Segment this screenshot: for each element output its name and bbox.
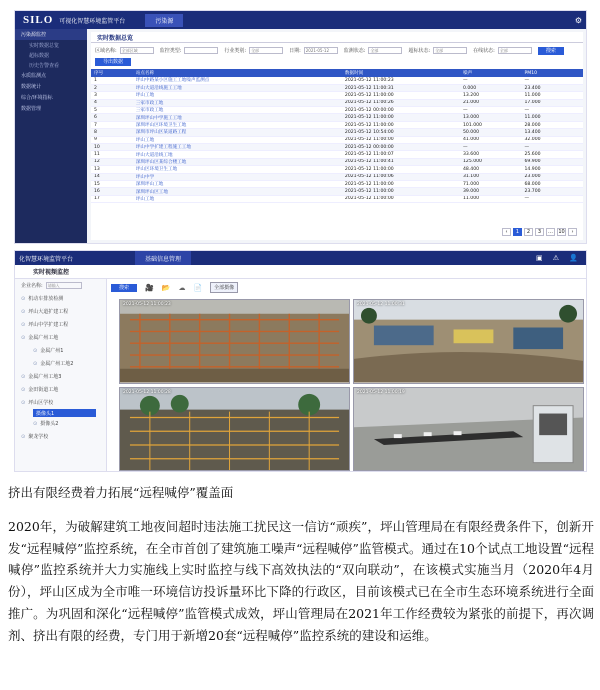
- table-row[interactable]: [91, 166, 583, 173]
- top-bar: [15, 251, 586, 265]
- table-cell: 2021-05-12 10:54:00: [342, 129, 460, 136]
- column-header: 站点名称: [133, 69, 342, 77]
- site-name-link[interactable]: 坪山区环境卫生工地: [133, 166, 342, 173]
- app-title: 可视化智慧环境监管平台: [59, 17, 126, 25]
- tree-search: [15, 279, 106, 292]
- table-cell: 3: [91, 92, 133, 99]
- column-header: 序号: [91, 69, 133, 77]
- main-panel: [91, 32, 583, 240]
- table-cell: 1: [91, 77, 133, 84]
- site-name-link[interactable]: 坪山中学扩建工程施工工地: [133, 144, 342, 151]
- site-name-link[interactable]: 坪山工地: [133, 92, 342, 99]
- table-cell: —: [521, 144, 583, 151]
- camera-timestamp: 2021-05-12 11:00:23: [123, 302, 171, 307]
- camera-feed[interactable]: [119, 299, 350, 384]
- camera-feed[interactable]: [353, 387, 584, 472]
- table-cell: 15: [91, 180, 133, 187]
- table-cell: 125.000: [460, 158, 522, 165]
- sidebar-item[interactable]: 水质监测点: [21, 73, 47, 79]
- table-cell: 2021-05-12 11:00:41: [342, 158, 460, 165]
- table-cell: 2021-05-12 11:00:00: [342, 121, 460, 128]
- node-icon: ⊙: [21, 308, 26, 315]
- camera-icon[interactable]: 🎥: [145, 283, 154, 292]
- table-cell: 31.100: [460, 173, 522, 180]
- table-cell: 12: [91, 158, 133, 165]
- table-cell: 39.000: [460, 188, 522, 195]
- table-cell: 32.000: [521, 136, 583, 143]
- node-icon: ⊙: [21, 373, 26, 380]
- table-cell: 101.000: [460, 121, 522, 128]
- node-icon: ⊙: [33, 360, 38, 367]
- construction-site-image: [120, 388, 349, 471]
- table-cell: 13: [91, 166, 133, 173]
- site-name-link[interactable]: 深圳市坪山区某道路工程: [133, 129, 342, 136]
- tree-node-label: 坪山区学校: [28, 400, 54, 406]
- gear-icon[interactable]: ⚙: [574, 15, 582, 25]
- table-cell: 71.000: [460, 180, 522, 187]
- pagination: [502, 228, 577, 236]
- article-paragraph: 2020年，为破解建筑工地夜间超时违法施工扰民这一信访“顽疾”，坪山管理局在有限经费条件下，创新开发“远程喊停”监控系统，在全市首创了建筑施工噪声“远程喊停”监管模式。通过在10个试点工地设置“远程喊停”监控系统并大力实施线上实时监控与线下高效执法的“双向联动”，在该模式实施当月（2020年4月份），坪山区成为全市唯一环境信访投诉量环比下降的行政区，目前该模式已在全市生态环境系统进行全面推广。为巩固和深化“远程喊停”监管模式成效，坪山管理局在2021年工作经费较为紧张的前提下，再次调剂、挤出有限的经费，专门用于新增20套“远程喊停”监控系统的建设和运维。: [8, 519, 594, 643]
- document-icon[interactable]: 📄: [193, 283, 203, 292]
- table-cell: 33.600: [460, 151, 522, 158]
- site-name-link[interactable]: 深圳坪山区环境卫生工地: [133, 121, 342, 128]
- table-cell: 2021-05-12 00:00:00: [342, 107, 460, 114]
- tree-node-label: 机动车排放检测: [28, 296, 64, 302]
- table-cell: —: [460, 144, 522, 151]
- camera-timestamp: 2021-05-12 11:00:19: [357, 389, 405, 395]
- site-tree: [15, 279, 107, 471]
- sidebar-item[interactable]: 数据管理: [21, 106, 42, 112]
- table-row[interactable]: [91, 180, 583, 187]
- table-row[interactable]: [91, 121, 583, 128]
- filter-input[interactable]: 全部区域: [120, 47, 154, 54]
- node-icon: ⊙: [21, 334, 26, 341]
- table-row[interactable]: [91, 84, 583, 91]
- filter-select[interactable]: 全部: [249, 47, 283, 54]
- table-cell: 7: [91, 121, 133, 128]
- node-icon: ⊙: [21, 399, 26, 406]
- sidebar-subitem[interactable]: 历史告警查看: [29, 62, 60, 69]
- filter-label: 监控类型:: [159, 48, 182, 54]
- table-cell: 11: [91, 151, 133, 158]
- tree-node[interactable]: [15, 344, 106, 357]
- tree-node[interactable]: [15, 357, 106, 370]
- table-cell: 0.000: [460, 84, 522, 91]
- filter-label: 行业类别:: [224, 48, 247, 54]
- sidebar-item-pollution[interactable]: 污染源监控: [15, 29, 87, 40]
- page-button[interactable]: ‹: [502, 228, 511, 236]
- site-name-link[interactable]: 坪山大道沿线工地: [133, 151, 342, 158]
- table-cell: 2: [91, 84, 133, 91]
- sidebar-item[interactable]: 数据统计: [21, 84, 42, 90]
- tree-node-label: 摄像头1: [36, 410, 55, 417]
- sidebar-subitem[interactable]: 实时数据总览: [29, 42, 60, 49]
- table-cell: 16: [91, 188, 133, 195]
- table-cell: 11.000: [460, 195, 522, 202]
- node-icon: ⊙: [21, 433, 26, 440]
- tree-node[interactable]: [15, 318, 106, 331]
- table-cell: 2021-05-12 11:00:07: [342, 151, 460, 158]
- table-cell: 2021-05-12 11:00:00: [342, 114, 460, 121]
- filter-label: 区域名称:: [95, 48, 117, 54]
- table-row[interactable]: [91, 99, 583, 106]
- tree-node-label: 坪山中学扩建工程: [28, 322, 69, 328]
- node-icon: ⊙: [21, 295, 26, 302]
- page-button[interactable]: 3: [535, 228, 544, 236]
- table-cell: 2021-05-12 11:00:31: [342, 84, 460, 91]
- site-name-link[interactable]: 三家市政工地: [133, 107, 342, 114]
- site-name-link[interactable]: 坪山中路某小区施工工地噪声监测点: [133, 77, 342, 84]
- page-button[interactable]: ›: [568, 228, 577, 236]
- camera-feed[interactable]: [119, 387, 350, 472]
- table-cell: 6: [91, 114, 133, 121]
- top-icons[interactable]: ▣ ⚠ 👤: [535, 254, 582, 262]
- table-cell: 13.200: [460, 92, 522, 99]
- table-cell: 14: [91, 173, 133, 180]
- tree-node-label: 坪山大道扩建工程: [28, 309, 69, 315]
- table-row[interactable]: [91, 151, 583, 158]
- node-icon: ⊙: [21, 386, 26, 393]
- site-name-link[interactable]: 深圳坪山工地: [133, 180, 342, 187]
- site-name-link[interactable]: 坪山大道沿线施工工地: [133, 84, 342, 91]
- table-cell: 2021-05-12 11:00:23: [342, 77, 460, 84]
- cloud-upload-icon[interactable]: ☁: [178, 283, 186, 292]
- table-row[interactable]: [91, 129, 583, 136]
- video-monitoring-screenshot: [14, 250, 587, 472]
- column-header: 噪声: [460, 69, 522, 77]
- column-header: 数据时间: [342, 69, 460, 77]
- site-name-link[interactable]: 坪山工地: [133, 195, 342, 202]
- top-tab[interactable]: 基础信息管理: [135, 251, 191, 265]
- table-cell: 2021-05-12 11:00:00: [342, 166, 460, 173]
- column-header: PM10: [521, 69, 583, 77]
- table-cell: 2021-05-12 11:00:00: [342, 188, 460, 195]
- table-cell: 14.900: [521, 166, 583, 173]
- search-button[interactable]: 搜索: [538, 47, 564, 55]
- camera-filter[interactable]: 全部摄像: [210, 282, 238, 293]
- table-cell: —: [521, 77, 583, 84]
- tree-node-label: 聚龙学校: [28, 434, 49, 440]
- site-name-link[interactable]: 深圳坪山区某综合楼工地: [133, 158, 342, 165]
- table-cell: 69.900: [521, 158, 583, 165]
- tree-node[interactable]: [15, 396, 106, 409]
- camera-toolbar: [111, 282, 238, 293]
- page-title: 实时视频监控: [15, 265, 586, 279]
- site-name-link[interactable]: 深圳坪山中学施工工地: [133, 114, 342, 121]
- tree-node[interactable]: [15, 417, 106, 430]
- table-cell: —: [521, 195, 583, 202]
- camera-timestamp: 2021-05-12 11:00:31: [357, 302, 405, 307]
- node-icon: ⊙: [33, 347, 38, 354]
- table-cell: 23.400: [521, 84, 583, 91]
- table-cell: —: [521, 107, 583, 114]
- site-name-link[interactable]: 坪山工地: [133, 136, 342, 143]
- date-picker[interactable]: 2021-05-12: [304, 47, 338, 54]
- table-cell: 48.400: [460, 166, 522, 173]
- filter-select[interactable]: 全部: [368, 47, 402, 54]
- filter-label: 在线状态:: [473, 48, 495, 54]
- table-cell: 2021-05-12 11:00:00: [342, 92, 460, 99]
- table-row[interactable]: [91, 114, 583, 121]
- table-cell: 11.000: [521, 114, 583, 121]
- tree-node-label: 金属广州工地2: [40, 361, 74, 367]
- table-cell: 5: [91, 107, 133, 114]
- folder-icon[interactable]: 📂: [161, 283, 171, 292]
- table-cell: 2021-05-12 11:00:00: [342, 180, 460, 187]
- filter-label: 日期:: [289, 48, 301, 54]
- tree-node[interactable]: [15, 370, 106, 383]
- filter-bar: [91, 43, 583, 69]
- table-cell: 2021-05-12 11:00:06: [342, 173, 460, 180]
- table-cell: 13.000: [460, 114, 522, 121]
- table-row[interactable]: [91, 77, 583, 84]
- tree-node-label: 金属广州工地3: [28, 374, 62, 380]
- camera-feed[interactable]: [353, 299, 584, 384]
- construction-site-image: [120, 300, 349, 383]
- filter-select[interactable]: 全部: [498, 47, 532, 54]
- top-bar: [15, 11, 586, 29]
- filter-label: 监测状态:: [343, 48, 366, 54]
- table-cell: 2021-05-12 11:00:00: [342, 195, 460, 202]
- table-row[interactable]: [91, 173, 583, 180]
- data-table: [91, 69, 583, 203]
- node-icon: ⊙: [33, 420, 38, 427]
- site-name-link[interactable]: 坪山中学: [133, 173, 342, 180]
- tree-node-label: 金田街道工地: [28, 387, 59, 393]
- table-cell: 11.000: [521, 92, 583, 99]
- table-cell: 25.600: [521, 151, 583, 158]
- page-tab[interactable]: 实时数据总览: [91, 32, 583, 43]
- tree-node-label: 摄像头2: [40, 421, 59, 427]
- table-cell: 28.000: [521, 121, 583, 128]
- table-row[interactable]: [91, 92, 583, 99]
- table-row[interactable]: [91, 158, 583, 165]
- tree-node-label: 金属广州1: [40, 348, 64, 354]
- search-label: 企业名称:: [21, 283, 43, 289]
- tree-node[interactable]: [15, 305, 106, 318]
- table-cell: —: [460, 77, 522, 84]
- tree-node[interactable]: [15, 292, 106, 305]
- table-row[interactable]: [91, 107, 583, 114]
- top-tab[interactable]: 污染源: [145, 14, 183, 27]
- table-cell: 2021-05-12 11:00:26: [342, 99, 460, 106]
- table-row[interactable]: [91, 188, 583, 195]
- search-input[interactable]: 请输入: [46, 282, 82, 289]
- sidebar-item[interactable]: 综合/环境指标: [21, 95, 53, 101]
- site-name-link[interactable]: 深圳坪山区工地: [133, 188, 342, 195]
- table-cell: 10: [91, 144, 133, 151]
- site-name-link[interactable]: 三家市政工地: [133, 99, 342, 106]
- table-row[interactable]: [91, 136, 583, 143]
- table-cell: 2021-05-12 11:00:00: [342, 136, 460, 143]
- table-cell: 17: [91, 195, 133, 202]
- table-cell: 4: [91, 99, 133, 106]
- camera-grid: [119, 299, 584, 471]
- search-button[interactable]: 搜索: [111, 284, 137, 292]
- tree-node[interactable]: [33, 409, 96, 417]
- construction-site-image: [354, 388, 583, 471]
- table-cell: 8: [91, 129, 133, 136]
- filter-label: 超标状态:: [408, 48, 431, 54]
- sidebar-subitem[interactable]: 超标数据: [29, 52, 50, 59]
- page-button[interactable]: …: [548, 229, 553, 235]
- filter-select[interactable]: 全部: [433, 47, 467, 54]
- table-cell: 13.400: [521, 129, 583, 136]
- page-button[interactable]: 2: [524, 228, 533, 236]
- construction-site-image: [354, 300, 583, 383]
- export-button[interactable]: 导出数据: [95, 58, 131, 66]
- table-cell: 41.000: [460, 136, 522, 143]
- table-cell: —: [460, 107, 522, 114]
- app-title: 化智慧环境监管平台: [19, 255, 74, 263]
- table-row[interactable]: [91, 144, 583, 151]
- table-cell: 9: [91, 136, 133, 143]
- table-cell: 21.000: [460, 99, 522, 106]
- node-icon: ⊙: [21, 321, 26, 328]
- logo: SILO: [23, 14, 54, 26]
- table-cell: 17.000: [521, 99, 583, 106]
- tree-node[interactable]: [15, 430, 106, 443]
- tree-node[interactable]: [15, 383, 106, 396]
- table-cell: 23.000: [521, 173, 583, 180]
- sidebar: [15, 29, 87, 243]
- table-row[interactable]: [91, 195, 583, 202]
- table-cell: 50.000: [460, 129, 522, 136]
- noise-monitoring-screenshot: [14, 10, 587, 244]
- camera-timestamp: 2021-05-12 11:00:28: [123, 389, 171, 395]
- page-button[interactable]: 10: [558, 229, 565, 235]
- tree-node[interactable]: [15, 331, 106, 344]
- filter-select[interactable]: [184, 47, 218, 54]
- table-cell: 23.700: [521, 188, 583, 195]
- table-cell: 2021-05-12 00:00:00: [342, 144, 460, 151]
- table-cell: 68.000: [521, 180, 583, 187]
- page-button[interactable]: 1: [513, 228, 522, 236]
- image-caption: 挤出有限经费着力拓展“远程喊停”覆盖面: [8, 485, 234, 500]
- tree-node-label: 金属广州工地: [28, 335, 59, 341]
